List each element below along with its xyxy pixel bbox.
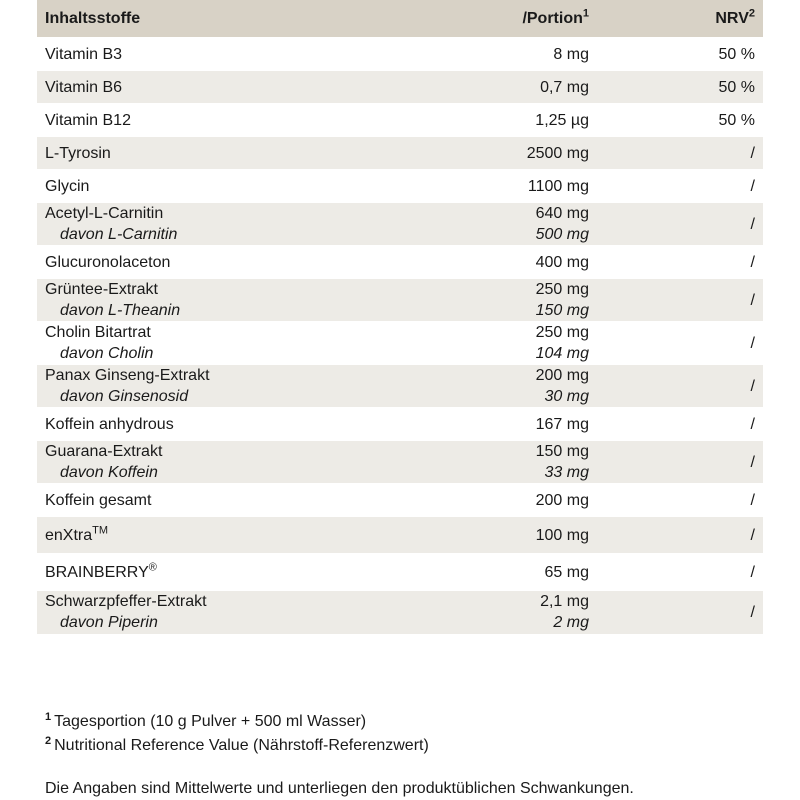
- footnote: [45, 734, 775, 758]
- nrv-value: /: [750, 603, 755, 621]
- nrv-cell: [597, 484, 763, 517]
- nrv-cell: [597, 441, 763, 484]
- ingredient-name: Vitamin B12: [45, 111, 131, 129]
- nrv-value: /: [750, 177, 755, 195]
- ingredient-name: Glucuronolaceton: [45, 253, 171, 271]
- amount-value: 0,7 mg: [540, 78, 589, 96]
- table-row: [37, 279, 763, 322]
- amount-cell: [392, 322, 597, 365]
- ingredient-cell: [37, 441, 392, 484]
- ingredient-name: L-Tyrosin: [45, 144, 111, 162]
- footnote-text: Nutritional Reference Value (Nährstoff-Referenzwert): [54, 737, 429, 754]
- amount-value: 8 mg: [553, 45, 589, 63]
- nrv-cell: [597, 408, 763, 441]
- ingredient-name: enXtra: [45, 526, 93, 544]
- ingredient-sup: TM: [92, 524, 109, 537]
- ingredient-cell: [37, 408, 392, 441]
- amount-cell: [392, 38, 597, 71]
- table-row: [37, 246, 763, 279]
- nrv-cell: [597, 170, 763, 203]
- ingredient-name: Guarana-Extrakt: [45, 443, 163, 460]
- nrv-cell: [597, 365, 763, 408]
- footnote: [45, 710, 775, 734]
- table-row: [37, 170, 763, 203]
- table-row: [37, 408, 763, 441]
- amount-value: 200 mg: [535, 491, 589, 509]
- nrv-cell: [597, 71, 763, 104]
- ingredient-sub-name: davon Ginsenosid: [60, 388, 189, 405]
- header-ingredients: Inhaltsstoffe: [37, 0, 392, 38]
- amount-cell: [392, 441, 597, 484]
- amount-value: 250 mg: [535, 324, 589, 341]
- nrv-value: /: [750, 526, 755, 544]
- amount-sub-value: 104 mg: [535, 345, 589, 362]
- amount-sub-value: 2 mg: [553, 614, 589, 632]
- nrv-cell: [597, 246, 763, 279]
- amount-value: 2500 mg: [526, 144, 589, 162]
- nrv-cell: [597, 137, 763, 170]
- amount-value: 100 mg: [535, 526, 589, 544]
- table-row: [37, 71, 763, 104]
- nrv-value: /: [750, 491, 755, 509]
- table-row: [37, 554, 763, 591]
- table-row: [37, 38, 763, 71]
- nrv-value: /: [750, 215, 755, 233]
- ingredient-cell: [37, 279, 392, 322]
- nrv-value: /: [750, 453, 755, 471]
- header-nrv-sup: 2: [748, 7, 755, 20]
- ingredient-name: Grüntee-Extrakt: [45, 281, 158, 298]
- ingredient-cell: [37, 517, 392, 554]
- nrv-cell: [597, 591, 763, 634]
- nrv-value: /: [750, 377, 755, 395]
- ingredient-cell: [37, 591, 392, 634]
- nrv-cell: [597, 203, 763, 246]
- table-row: [37, 484, 763, 517]
- amount-sub-value: 150 mg: [535, 302, 589, 319]
- ingredient-cell: [37, 484, 392, 517]
- amount-value: 640 mg: [535, 205, 589, 222]
- nrv-cell: [597, 322, 763, 365]
- nrv-value: /: [750, 144, 755, 162]
- nrv-value: /: [750, 291, 755, 309]
- amount-cell: [392, 408, 597, 441]
- amount-cell: [392, 137, 597, 170]
- ingredient-cell: [37, 554, 392, 591]
- nrv-cell: [597, 517, 763, 554]
- amount-value: 65 mg: [544, 563, 589, 581]
- header-nrv: NRV$^2$: [597, 0, 763, 38]
- ingredient-sub-name: davon Cholin: [60, 345, 154, 362]
- footnotes: [45, 710, 775, 758]
- ingredient-sub-name: davon L-Carnitin: [60, 226, 178, 243]
- table-header-row: [37, 0, 763, 38]
- amount-value: 200 mg: [535, 367, 589, 384]
- ingredient-cell: [37, 170, 392, 203]
- table-row: [37, 441, 763, 484]
- nrv-value: /: [750, 253, 755, 271]
- amount-sub-value: 33 mg: [544, 464, 589, 481]
- table-row: [37, 203, 763, 246]
- ingredient-cell: [37, 71, 392, 104]
- amount-cell: [392, 170, 597, 203]
- table-row: [37, 322, 763, 365]
- amount-value: 250 mg: [535, 281, 589, 298]
- nrv-value: /: [750, 334, 755, 352]
- ingredient-name: Cholin Bitartrat: [45, 324, 151, 341]
- ingredient-name: Koffein anhydrous: [45, 415, 174, 433]
- footnote-number: 1: [45, 710, 52, 723]
- amount-value: 150 mg: [535, 443, 589, 460]
- header-per-portion: /Portion$^1$: [392, 0, 597, 38]
- disclaimer: Die Angaben sind Mittelwerte und unterliegen den produktüblichen Schwankungen.: [45, 780, 634, 797]
- nutrition-table: [37, 0, 763, 634]
- ingredient-name: Acetyl-L-Carnitin: [45, 205, 164, 222]
- ingredient-cell: [37, 365, 392, 408]
- table-row: [37, 517, 763, 554]
- amount-cell: [392, 484, 597, 517]
- amount-cell: [392, 365, 597, 408]
- ingredient-name: Koffein gesamt: [45, 491, 152, 509]
- ingredient-sub-name: davon Koffein: [60, 464, 158, 481]
- ingredient-sup: ®: [148, 561, 157, 574]
- amount-value: 1100 mg: [527, 177, 589, 195]
- ingredient-cell: [37, 322, 392, 365]
- nrv-cell: [597, 104, 763, 137]
- table-body: [37, 38, 763, 634]
- amount-cell: [392, 517, 597, 554]
- ingredient-cell: [37, 137, 392, 170]
- nrv-value: /: [750, 415, 755, 433]
- amount-cell: [392, 279, 597, 322]
- ingredient-name: Vitamin B3: [45, 45, 123, 63]
- nrv-cell: [597, 554, 763, 591]
- ingredient-name: BRAINBERRY: [45, 563, 149, 581]
- ingredient-cell: [37, 203, 392, 246]
- amount-cell: [392, 246, 597, 279]
- amount-value: 400 mg: [535, 253, 589, 271]
- header-per-portion-sup: 1: [582, 7, 589, 20]
- amount-value: 167 mg: [535, 415, 589, 433]
- amount-cell: [392, 71, 597, 104]
- table-row: [37, 104, 763, 137]
- nrv-value: /: [750, 563, 755, 581]
- footnote-text: Tagesportion (10 g Pulver + 500 ml Wasser): [54, 713, 367, 730]
- amount-cell: [392, 203, 597, 246]
- ingredient-sub-name: davon L-Theanin: [60, 302, 181, 319]
- amount-cell: [392, 554, 597, 591]
- footnote-number: 2: [45, 734, 52, 747]
- amount-sub-value: 500 mg: [535, 226, 589, 243]
- amount-cell: [392, 104, 597, 137]
- ingredient-name: Vitamin B6: [45, 78, 123, 96]
- nrv-value: 50 %: [718, 111, 755, 129]
- table-row: [37, 365, 763, 408]
- ingredient-name: Schwarzpfeffer-Extrakt: [45, 593, 207, 611]
- nrv-value: 50 %: [718, 78, 755, 96]
- amount-cell: [392, 591, 597, 634]
- ingredient-name: Panax Ginseng-Extrakt: [45, 367, 210, 384]
- table-row: [37, 137, 763, 170]
- nrv-value: 50 %: [718, 45, 755, 63]
- amount-value: 2,1 mg: [540, 593, 589, 611]
- ingredient-name: Glycin: [45, 177, 90, 195]
- nrv-cell: [597, 38, 763, 71]
- amount-value: 1,25 µg: [535, 111, 589, 129]
- ingredient-cell: [37, 38, 392, 71]
- ingredient-sub-name: davon Piperin: [60, 614, 158, 632]
- ingredient-cell: [37, 104, 392, 137]
- table-row: [37, 591, 763, 634]
- ingredient-cell: [37, 246, 392, 279]
- nrv-cell: [597, 279, 763, 322]
- amount-sub-value: 30 mg: [544, 388, 589, 405]
